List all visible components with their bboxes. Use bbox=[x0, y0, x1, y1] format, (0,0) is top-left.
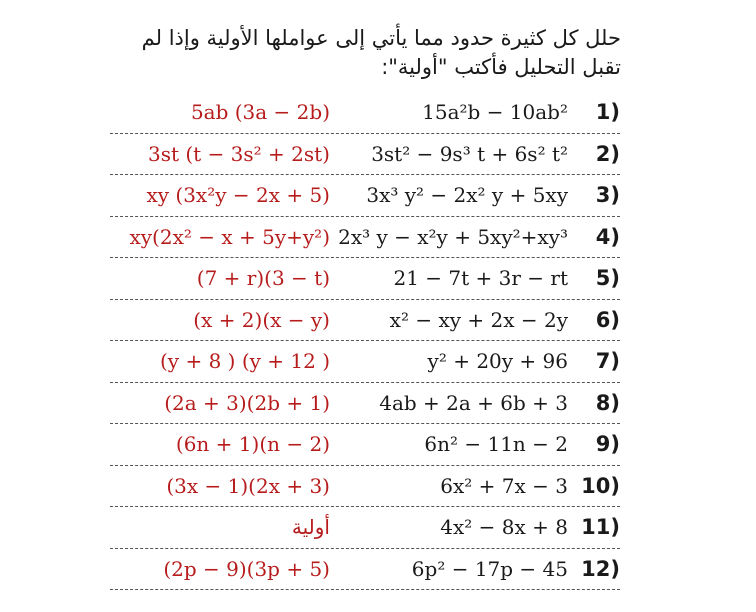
exercise-answer: (6n + 1)(n − 2) bbox=[175, 432, 330, 456]
exercise-row bbox=[110, 258, 620, 300]
exercise-question: 4ab + 2a + 6b + 3 bbox=[379, 390, 568, 415]
exercise-answer: 5ab (3a − 2b) bbox=[190, 100, 330, 124]
exercise-answer: (3x − 1)(2x + 3) bbox=[166, 473, 330, 498]
exercise-answer: (2a + 3)(2b + 1) bbox=[164, 390, 330, 415]
exercise-question: 15a²b − 10ab² bbox=[422, 100, 568, 124]
exercise-number: 2) bbox=[595, 141, 620, 166]
exercise-answer: xy(2x² − x + 5y+y²) bbox=[129, 224, 330, 249]
exercise-answer: (7 + r)(3 − t) bbox=[196, 266, 330, 290]
instruction-text: حلل كل كثيرة حدود مما يأتي إلى عواملها الأولية وإذا لم تقبل التحليل فأكتب "أولية": bbox=[141, 26, 621, 79]
exercise-question: 6x² + 7x − 3 bbox=[440, 473, 568, 498]
exercise-row bbox=[110, 383, 620, 425]
exercise-answer: 3st (t − 3s² + 2st) bbox=[147, 141, 330, 166]
exercise-number: 12) bbox=[581, 556, 620, 581]
exercise-answer: أولية bbox=[291, 515, 330, 539]
exercise-row bbox=[110, 549, 620, 591]
exercise-question: 3x³ y² − 2x² y + 5xy bbox=[366, 183, 568, 207]
exercise-number: 3) bbox=[595, 183, 620, 207]
exercise-number: 8) bbox=[595, 390, 620, 415]
exercise-number: 7) bbox=[595, 349, 620, 373]
exercise-list bbox=[110, 92, 620, 590]
exercise-number: 1) bbox=[595, 100, 620, 124]
exercise-answer: (2p − 9)(3p + 5) bbox=[163, 556, 330, 581]
exercise-question: 3st² − 9s³ t + 6s² t² bbox=[371, 141, 568, 166]
exercise-number: 10) bbox=[581, 473, 620, 498]
exercise-number: 9) bbox=[595, 432, 620, 456]
exercise-question: x² − xy + 2x − 2y bbox=[389, 307, 568, 332]
exercise-answer: xy (3x²y − 2x + 5) bbox=[146, 183, 330, 207]
exercise-question: 4x² − 8x + 8 bbox=[440, 515, 568, 539]
exercise-number: 4) bbox=[595, 224, 620, 249]
exercise-question: 21 − 7t + 3r − rt bbox=[393, 266, 568, 290]
exercise-number: 11) bbox=[581, 515, 620, 539]
exercise-row bbox=[110, 466, 620, 508]
exercise-answer: (y + 8 ) (y + 12 ) bbox=[160, 349, 330, 373]
exercise-number: 6) bbox=[595, 307, 620, 332]
exercise-question: 6n² − 11n − 2 bbox=[424, 432, 568, 456]
exercise-question: y² + 20y + 96 bbox=[427, 349, 568, 373]
exercise-answer: (x + 2)(x − y) bbox=[193, 307, 330, 332]
exercise-row bbox=[110, 217, 620, 259]
exercise-row bbox=[110, 507, 620, 549]
exercise-row bbox=[110, 424, 620, 466]
exercise-row bbox=[110, 300, 620, 342]
exercise-row bbox=[110, 92, 620, 134]
exercise-row bbox=[110, 341, 620, 383]
exercise-row bbox=[110, 175, 620, 217]
exercise-question: 6p² − 17p − 45 bbox=[411, 556, 568, 581]
exercise-question: 2x³ y − x²y + 5xy²+xy³ bbox=[338, 224, 568, 249]
exercise-row bbox=[110, 134, 620, 176]
exercise-number: 5) bbox=[595, 266, 620, 290]
